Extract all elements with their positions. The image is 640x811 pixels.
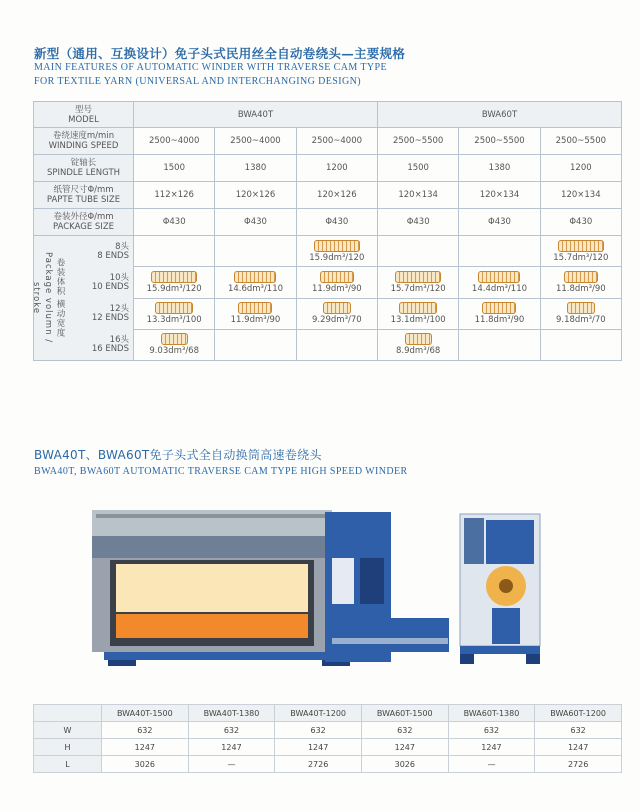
section2-title-en: BWA40T, BWA60T AUTOMATIC TRAVERSE CAM TYPE HIGH SPEED WINDER <box>34 466 408 477</box>
package-value: 11.9dm³/90 <box>311 283 362 294</box>
spec-cell: Φ430 <box>377 209 458 236</box>
spec-cell: 2500~4000 <box>134 128 215 155</box>
package-value: 11.8dm³/90 <box>474 315 525 326</box>
dim-cell: 632 <box>535 722 622 739</box>
ends-row <box>34 236 622 267</box>
package-cell <box>215 236 296 267</box>
model-label <box>34 102 134 128</box>
package-value: 8.9dm³/68 <box>396 346 441 357</box>
dim-header: BWA60T-1500 <box>361 705 448 722</box>
spec-cell: 120×134 <box>377 182 458 209</box>
spec-cell: Φ430 <box>134 209 215 236</box>
package-cell <box>296 236 377 267</box>
package-value: 11.9dm³/90 <box>230 315 281 326</box>
dim-cell: 632 <box>361 722 448 739</box>
package-value: 14.6dm³/110 <box>227 283 284 294</box>
package-spool-icon <box>151 271 197 283</box>
package-cell <box>459 298 540 329</box>
package-value: 15.9dm³/120 <box>309 252 365 263</box>
spec-table <box>33 101 622 361</box>
spec-cell: 2500~4000 <box>215 128 296 155</box>
package-spool-icon <box>567 302 595 314</box>
package-cell <box>215 267 296 298</box>
package-spool-icon <box>320 271 354 283</box>
spec-row-label <box>34 209 134 236</box>
dim-cell: 1247 <box>361 739 448 756</box>
spec-row-label-cn: 锭轴长 <box>70 158 97 168</box>
dim-row <box>34 756 622 773</box>
spec-cell: 2500~4000 <box>296 128 377 155</box>
package-side-cell <box>31 236 134 361</box>
package-spool-icon <box>238 302 272 314</box>
spec-cell: Φ430 <box>540 209 621 236</box>
winder-side-illustration <box>456 500 548 666</box>
section2-title-cn: BWA40T、BWA60T免子头式全自动换筒高速卷绕头 <box>34 448 322 462</box>
package-spool-icon <box>314 240 360 252</box>
spec-cell: 1380 <box>215 155 296 182</box>
spec-cell: Φ430 <box>459 209 540 236</box>
dim-header-row <box>34 705 622 722</box>
spec-row-label-en: SPINDLE LENGTH <box>46 168 121 178</box>
package-value: 15.9dm³/120 <box>146 283 202 294</box>
package-cell <box>540 236 621 267</box>
spec-row-label <box>34 182 134 209</box>
package-cell <box>215 298 296 329</box>
spec-row-label-en: PAPTE TUBE SIZE <box>46 195 121 205</box>
dim-cell: 2726 <box>535 756 622 773</box>
ends-label-en: 12 ENDS <box>91 312 129 323</box>
model-label-cn: 型号 <box>74 104 92 115</box>
package-spool-icon <box>161 333 188 345</box>
package-cell <box>134 236 215 267</box>
dim-cell: 3026 <box>361 756 448 773</box>
package-cell <box>540 267 621 298</box>
package-spool-icon <box>395 271 441 283</box>
section1-title-en-1: MAIN FEATURES OF AUTOMATIC WINDER WITH TRAVERSE CAM TYPE <box>34 62 387 73</box>
package-spool-icon <box>155 302 193 314</box>
package-spool-icon <box>558 240 604 252</box>
dim-cell: 632 <box>275 722 362 739</box>
dim-cell: 1247 <box>275 739 362 756</box>
section1-title-cn: 新型（通用、互换设计）免子头式民用丝全自动卷绕头—主要规格 <box>34 46 406 61</box>
dimension-table <box>33 704 622 773</box>
spec-cell: 120×126 <box>296 182 377 209</box>
package-value: 11.8dm³/90 <box>555 283 606 294</box>
spec-row <box>34 128 622 155</box>
spec-row-label <box>34 155 134 182</box>
winder-front-illustration <box>82 498 454 666</box>
ends-label-cn: 16头 <box>109 334 129 345</box>
dim-row-label: H <box>34 739 102 756</box>
package-value: 9.29dm³/70 <box>311 315 362 326</box>
package-cell <box>296 267 377 298</box>
spec-row-label-en: WINDING SPEED <box>48 141 119 151</box>
spec-row-label-cn: 卷装外径Φ/mm <box>53 212 114 222</box>
package-spool-icon <box>482 302 516 314</box>
spec-cell: 2500~5500 <box>377 128 458 155</box>
dim-cell: 2726 <box>275 756 362 773</box>
dim-header: BWA60T-1380 <box>448 705 535 722</box>
spec-cell: 120×134 <box>459 182 540 209</box>
ends-label <box>62 236 133 267</box>
ends-label-en: 8 ENDS <box>97 250 129 261</box>
dim-cell: 632 <box>448 722 535 739</box>
package-value: 13.1dm³/100 <box>390 315 446 326</box>
spec-cell: 1500 <box>134 155 215 182</box>
dim-cell: 1247 <box>188 739 275 756</box>
ends-label-cn: 8头 <box>115 241 129 252</box>
dim-row <box>34 739 622 756</box>
dim-cell: — <box>188 756 275 773</box>
dim-row <box>34 722 622 739</box>
model-label-en: MODEL <box>68 114 99 125</box>
spec-cell: Φ430 <box>215 209 296 236</box>
ends-label-en: 10 ENDS <box>91 281 129 292</box>
package-value: 13.3dm³/100 <box>146 315 202 326</box>
package-cell <box>296 298 377 329</box>
package-cell <box>134 298 215 329</box>
ends-label-en: 16 ENDS <box>91 343 129 354</box>
package-spool-icon <box>234 271 276 283</box>
dim-corner <box>34 705 102 722</box>
package-side-label: 卷装体积 横动宽度 Package volumn / stroke <box>31 252 65 344</box>
ends-label <box>62 329 133 360</box>
package-spool-icon <box>564 271 598 283</box>
ends-label-cn: 10头 <box>109 272 129 283</box>
package-value: 9.03dm³/68 <box>149 346 200 357</box>
dim-header: BWA40T-1200 <box>275 705 362 722</box>
package-cell <box>459 267 540 298</box>
spec-cell: 1200 <box>540 155 621 182</box>
package-spool-icon <box>405 333 432 345</box>
dim-cell: 632 <box>102 722 189 739</box>
package-value: 9.18dm³/70 <box>555 315 606 326</box>
package-spool-icon <box>399 302 437 314</box>
spec-cell: 120×134 <box>540 182 621 209</box>
package-cell <box>377 236 458 267</box>
spec-row <box>34 155 622 182</box>
ends-label-cn: 12头 <box>109 303 129 314</box>
package-cell <box>377 329 458 360</box>
package-cell <box>134 267 215 298</box>
spec-row <box>34 182 622 209</box>
spec-header-row <box>34 102 622 128</box>
spec-cell: 120×126 <box>215 182 296 209</box>
dim-row-label: W <box>34 722 102 739</box>
spec-cell: 112×126 <box>134 182 215 209</box>
dim-header: BWA40T-1380 <box>188 705 275 722</box>
package-value: 15.7dm³/120 <box>553 252 609 263</box>
package-cell <box>540 298 621 329</box>
model-bwa60t: BWA60T <box>377 102 621 128</box>
dim-header: BWA60T-1200 <box>535 705 622 722</box>
package-cell <box>377 267 458 298</box>
package-cell <box>540 329 621 360</box>
package-value: 14.4dm³/110 <box>471 283 528 294</box>
spec-row <box>34 209 622 236</box>
dim-cell: 1247 <box>102 739 189 756</box>
spec-cell: Φ430 <box>296 209 377 236</box>
dim-cell: 632 <box>188 722 275 739</box>
ends-label <box>62 298 133 329</box>
section1-title-en-2: FOR TEXTILE YARN (UNIVERSAL AND INTERCHANGING DESIGN) <box>34 76 361 87</box>
package-cell <box>215 329 296 360</box>
spec-cell: 1380 <box>459 155 540 182</box>
package-spool-icon <box>478 271 520 283</box>
dim-row-label: L <box>34 756 102 773</box>
package-cell <box>377 298 458 329</box>
package-cell <box>459 236 540 267</box>
dim-cell: 1247 <box>448 739 535 756</box>
dim-header: BWA40T-1500 <box>102 705 189 722</box>
package-spool-icon <box>323 302 351 314</box>
spec-cell: 1200 <box>296 155 377 182</box>
model-bwa40t: BWA40T <box>134 102 378 128</box>
package-cell <box>134 329 215 360</box>
spec-cell: 2500~5500 <box>459 128 540 155</box>
spec-row-label <box>34 128 134 155</box>
spec-row-label-cn: 纸管尺寸Φ/mm <box>53 185 114 195</box>
ends-label <box>62 267 133 298</box>
dim-cell: 1247 <box>535 739 622 756</box>
spec-row-label-en: PACKAGE SIZE <box>52 222 115 232</box>
spec-row-label-cn: 卷绕速度m/min <box>52 131 115 141</box>
package-value: 15.7dm³/120 <box>390 283 446 294</box>
package-cell <box>296 329 377 360</box>
spec-cell: 1500 <box>377 155 458 182</box>
dim-cell: 3026 <box>102 756 189 773</box>
package-cell <box>459 329 540 360</box>
dim-cell: — <box>448 756 535 773</box>
spec-cell: 2500~5500 <box>540 128 621 155</box>
